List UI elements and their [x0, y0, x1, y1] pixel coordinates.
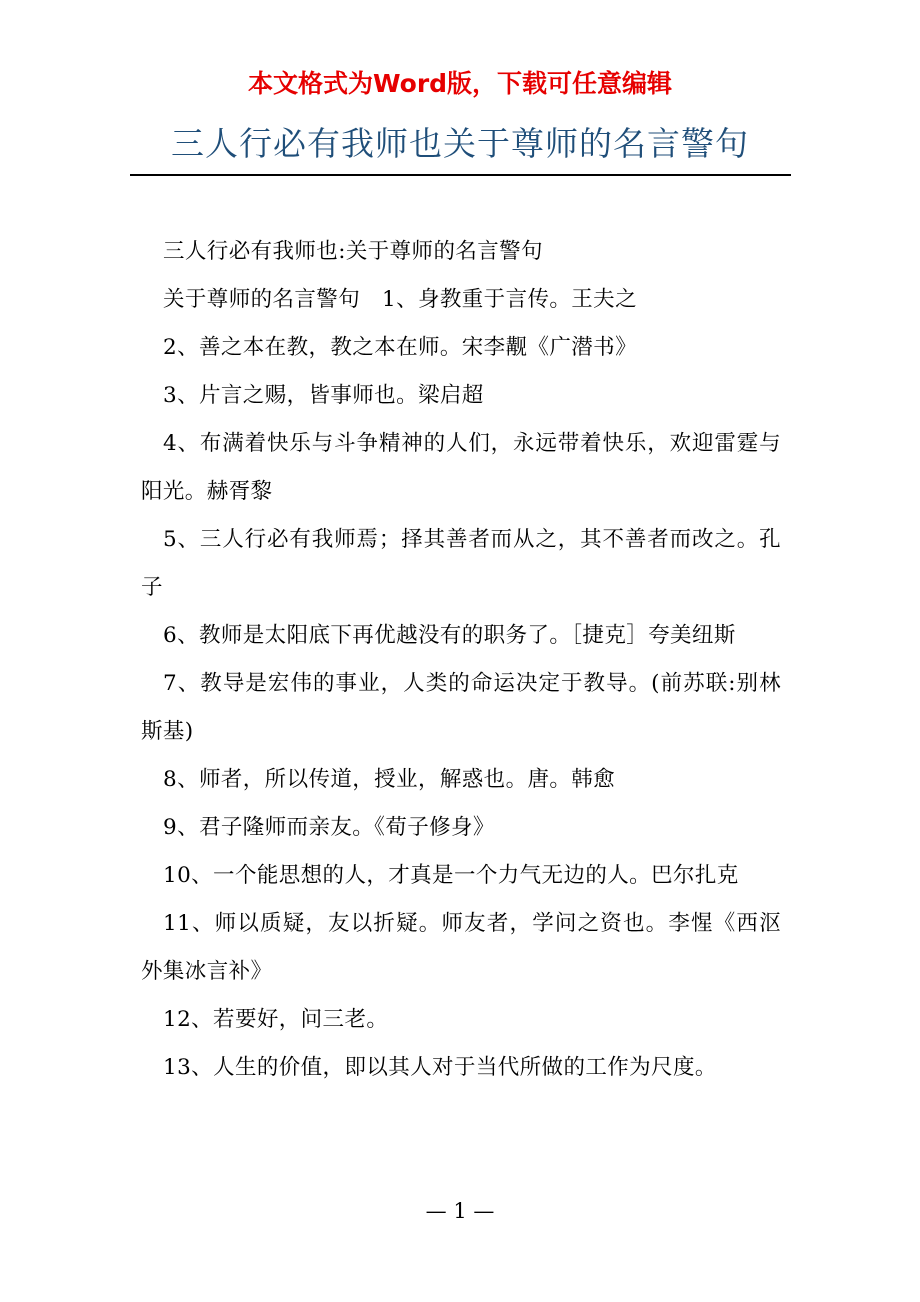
- paragraph-quote-10: 10、一个能思想的人，才真是一个力气无边的人。巴尔扎克: [163, 863, 739, 888]
- format-notice: 本文格式为Word版，下载可任意编辑: [247, 69, 673, 98]
- paragraph-quote-7: 7、教导是宏伟的事业，人类的命运决定于教导。(前苏联:别林斯基): [141, 671, 781, 744]
- paragraph-quote-12: 12、若要好，问三老。: [163, 1007, 389, 1032]
- document-body: [141, 228, 781, 1092]
- document-title: 三人行必有我师也关于尊师的名言警句: [171, 124, 749, 163]
- title-divider: [130, 174, 791, 176]
- paragraph-quote-8: 8、师者，所以传道，授业，解惑也。唐。韩愈: [163, 767, 616, 792]
- paragraph-quote-5: 5、三人行必有我师焉；择其善者而从之，其不善者而改之。孔子: [141, 527, 781, 600]
- paragraph-quote-2: 2、善之本在教，教之本在师。宋李觏《广潜书》: [163, 335, 637, 360]
- paragraph-quote-1: 关于尊师的名言警句 1、身教重于言传。王夫之: [163, 287, 637, 312]
- paragraph-quote-9: 9、君子隆师而亲友。《荀子修身》: [163, 815, 495, 840]
- paragraph-quote-13: 13、人生的价值，即以其人对于当代所做的工作为尺度。: [163, 1055, 717, 1080]
- paragraph-quote-3: 3、片言之赐，皆事师也。梁启超: [163, 383, 484, 408]
- page-number: — 1 —: [425, 1199, 495, 1223]
- paragraph-quote-4: 4、布满着快乐与斗争精神的人们，永远带着快乐，欢迎雷霆与阳光。赫胥黎: [141, 431, 781, 504]
- paragraph-quote-11: 11、师以质疑，友以折疑。师友者，学问之资也。李惺《西沤外集冰言补》: [141, 911, 781, 984]
- paragraph-quote-6: 6、教师是太阳底下再优越没有的职务了。［捷克］夸美纽斯: [163, 623, 736, 648]
- paragraph-intro: 三人行必有我师也:关于尊师的名言警句: [163, 239, 543, 264]
